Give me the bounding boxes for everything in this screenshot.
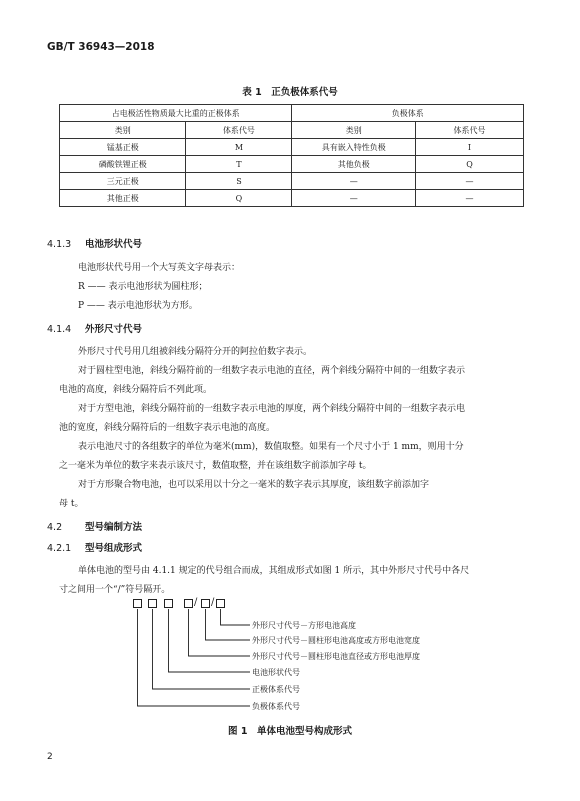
table-cell: I — [415, 139, 523, 156]
page-number: 2 — [47, 752, 53, 762]
standard-number: GB/T 36943—2018 — [47, 41, 155, 53]
paragraph: 表示电池尺寸的各组数字的单位为毫米(mm)，数值取整。如果有一个尺寸小于 1 mm，则用十分 — [78, 442, 464, 452]
table-cell: M — [186, 139, 292, 156]
table-cell: 具有嵌入特性负极 — [292, 139, 416, 156]
figure-label: 外形尺寸代号－圆柱形电池直径或方形电池厚度 — [252, 652, 420, 661]
code-box-shape — [164, 599, 173, 608]
table-cell: — — [415, 173, 523, 190]
col-header: 类别 — [60, 122, 186, 139]
table-cell: 三元正极 — [60, 173, 186, 190]
section-title: 电池形状代号 — [85, 239, 143, 250]
paragraph: 单体电池的型号由 4.1.1 规定的代号组合而成，其组成形式如图 1 所示，其中外形尺寸代号中各尺 — [78, 566, 470, 576]
slash-separator: / — [194, 597, 198, 608]
paragraph: 外形尺寸代号用几组被斜线分隔符分开的阿拉伯数字表示。 — [78, 347, 313, 357]
group-header-negative: 负极体系 — [292, 105, 524, 122]
list-item: P —— 表示电池形状为方形。 — [78, 301, 198, 311]
slash-separator: / — [211, 597, 215, 608]
table-cell: S — [186, 173, 292, 190]
group-header-positive: 占电极活性物质最大比重的正极体系 — [60, 105, 292, 122]
paragraph: 对于方型电池，斜线分隔符前的一组数字表示电池的厚度，两个斜线分隔符中间的一组数字表示电 — [78, 404, 466, 414]
list-item: R —— 表示电池形状为圆柱形； — [78, 282, 208, 292]
figure-label: 正极体系代号 — [252, 685, 300, 694]
code-box-size-2 — [201, 599, 210, 608]
paragraph-continuation: 之一毫米为单位的数字来表示该尺寸，数值取整，并在该组数字前添加字母 t。 — [59, 461, 372, 471]
paragraph: 对于圆柱型电池，斜线分隔符前的一组数字表示电池的直径，两个斜线分隔符中间的一组数字表示 — [78, 366, 466, 376]
table-cell: Q — [186, 190, 292, 207]
table-cell: 其他正极 — [60, 190, 186, 207]
paragraph: 电池形状代号用一个大写英文字母表示： — [78, 263, 241, 273]
figure-caption: 图 1 单体电池型号构成形式 — [228, 726, 352, 737]
code-box-negative — [133, 599, 142, 608]
table-cell: T — [186, 156, 292, 173]
table-cell: — — [292, 173, 416, 190]
table-caption: 表 1 正负极体系代号 — [242, 87, 338, 98]
section-title: 型号编制方法 — [85, 522, 143, 533]
figure-label: 外形尺寸代号－圆柱形电池高度或方形电池宽度 — [252, 636, 420, 645]
table-cell: — — [415, 190, 523, 207]
table-cell: Q — [415, 156, 523, 173]
paragraph-continuation: 池的宽度，斜线分隔符后的一组数字表示电池的高度。 — [59, 423, 276, 433]
table-cell: 磷酸铁锂正极 — [60, 156, 186, 173]
col-header: 类别 — [292, 122, 416, 139]
section-title: 型号组成形式 — [85, 543, 143, 554]
code-box-size-1 — [184, 599, 193, 608]
paragraph-continuation: 母 t。 — [59, 499, 84, 509]
table-cell: — — [292, 190, 416, 207]
table-cell: 其他负极 — [292, 156, 416, 173]
col-header: 体系代号 — [186, 122, 292, 139]
figure-label: 负极体系代号 — [252, 702, 300, 711]
section-number: 4.1.4 — [47, 324, 72, 335]
paragraph: 对于方形聚合物电池，也可以采用以十分之一毫米的数字表示其厚度，该组数字前添加字 — [78, 480, 430, 490]
code-box-positive — [148, 599, 157, 608]
section-number: 4.2 — [47, 522, 63, 533]
table-cell: 锰基正极 — [60, 139, 186, 156]
figure-label: 外形尺寸代号－方形电池高度 — [252, 621, 356, 630]
section-number: 4.2.1 — [47, 543, 72, 554]
paragraph-continuation: 电池的高度，斜线分隔符后不列此项。 — [59, 385, 213, 395]
section-title: 外形尺寸代号 — [85, 324, 143, 335]
col-header: 体系代号 — [415, 122, 523, 139]
figure-label: 电池形状代号 — [252, 668, 300, 677]
paragraph-continuation: 寸之间用一个“/”符号隔开。 — [59, 585, 171, 595]
section-number: 4.1.3 — [47, 239, 72, 250]
code-box-size-3 — [216, 599, 225, 608]
